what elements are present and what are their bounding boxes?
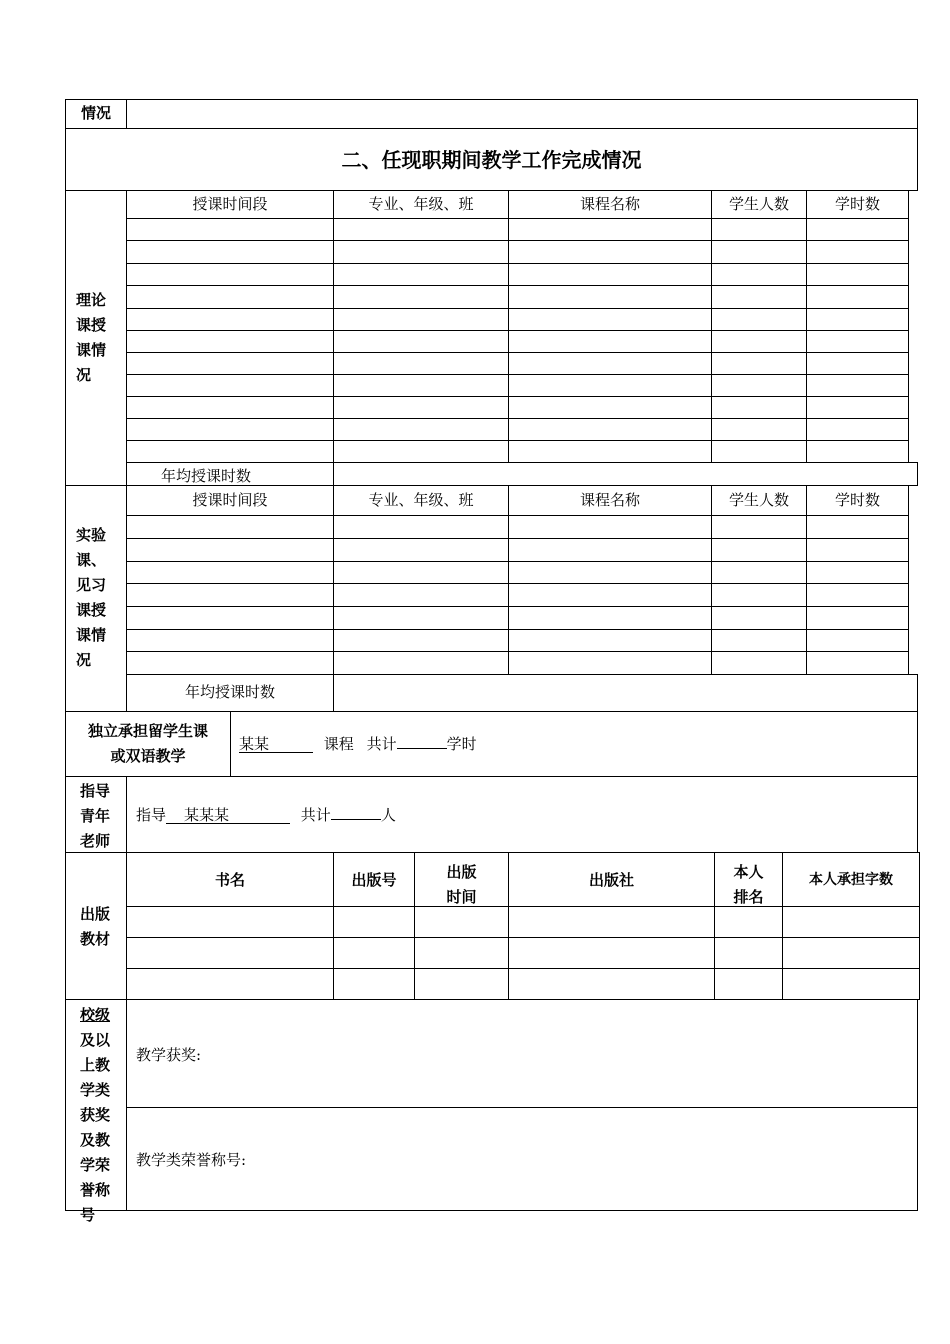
header-time-period: 授课时间段 (192, 195, 268, 213)
mentor-side-label: 指导 青年 老师 (80, 782, 111, 850)
header-hours: 学时数 (834, 491, 880, 509)
textbook-side-label: 出版 教材 (80, 905, 111, 948)
header-major-grade-class: 专业、年级、班 (368, 491, 474, 509)
header-book-name: 书名 (214, 871, 245, 889)
intl-course-value[interactable]: 某某 (239, 737, 313, 753)
intl-content: 某某 课程 共计 学时 (239, 735, 477, 753)
header-word-count: 本人承担字数 (809, 872, 893, 888)
honor-titles-field[interactable] (127, 1108, 917, 1210)
mentor-content: 指导 某某某 共计 人 (136, 806, 396, 824)
header-major-grade-class: 专业、年级、班 (368, 195, 474, 213)
lab-annual-hours-label: 年均授课时数 (184, 683, 275, 701)
honor-titles-label: 教学类荣誉称号: (136, 1151, 247, 1169)
theory-annual-hours-label: 年均授课时数 (161, 467, 252, 485)
lab-side-label: 实验 课、 见习 课授 课情 况 (76, 526, 107, 669)
teaching-awards-label: 教学获奖: (136, 1046, 202, 1064)
header-pub-number: 出版号 (351, 871, 397, 889)
mentor-count-blank[interactable] (331, 819, 381, 820)
header-pub-time: 出版 时间 (446, 863, 477, 906)
header-time-period: 授课时间段 (192, 491, 268, 509)
section-title: 二、任现职期间教学工作完成情况 (341, 148, 642, 172)
status-label: 情况 (80, 104, 111, 122)
header-rank: 本人 排名 (733, 863, 764, 906)
header-course-name: 课程名称 (579, 195, 640, 213)
intl-hours-blank[interactable] (397, 748, 447, 749)
awards-side-label: 校级 及以 上教 学类 获奖 及教 学荣 誉称 号 (80, 1006, 111, 1224)
header-student-count: 学生人数 (728, 195, 789, 213)
mentor-guide-value[interactable]: 某某某 (166, 808, 290, 824)
header-student-count: 学生人数 (728, 491, 789, 509)
teaching-awards-field[interactable] (127, 1000, 917, 1107)
header-publisher: 出版社 (588, 871, 634, 889)
header-course-name: 课程名称 (579, 491, 640, 509)
header-hours: 学时数 (834, 195, 880, 213)
theory-side-label: 理论 课授 课情 况 (76, 291, 107, 384)
